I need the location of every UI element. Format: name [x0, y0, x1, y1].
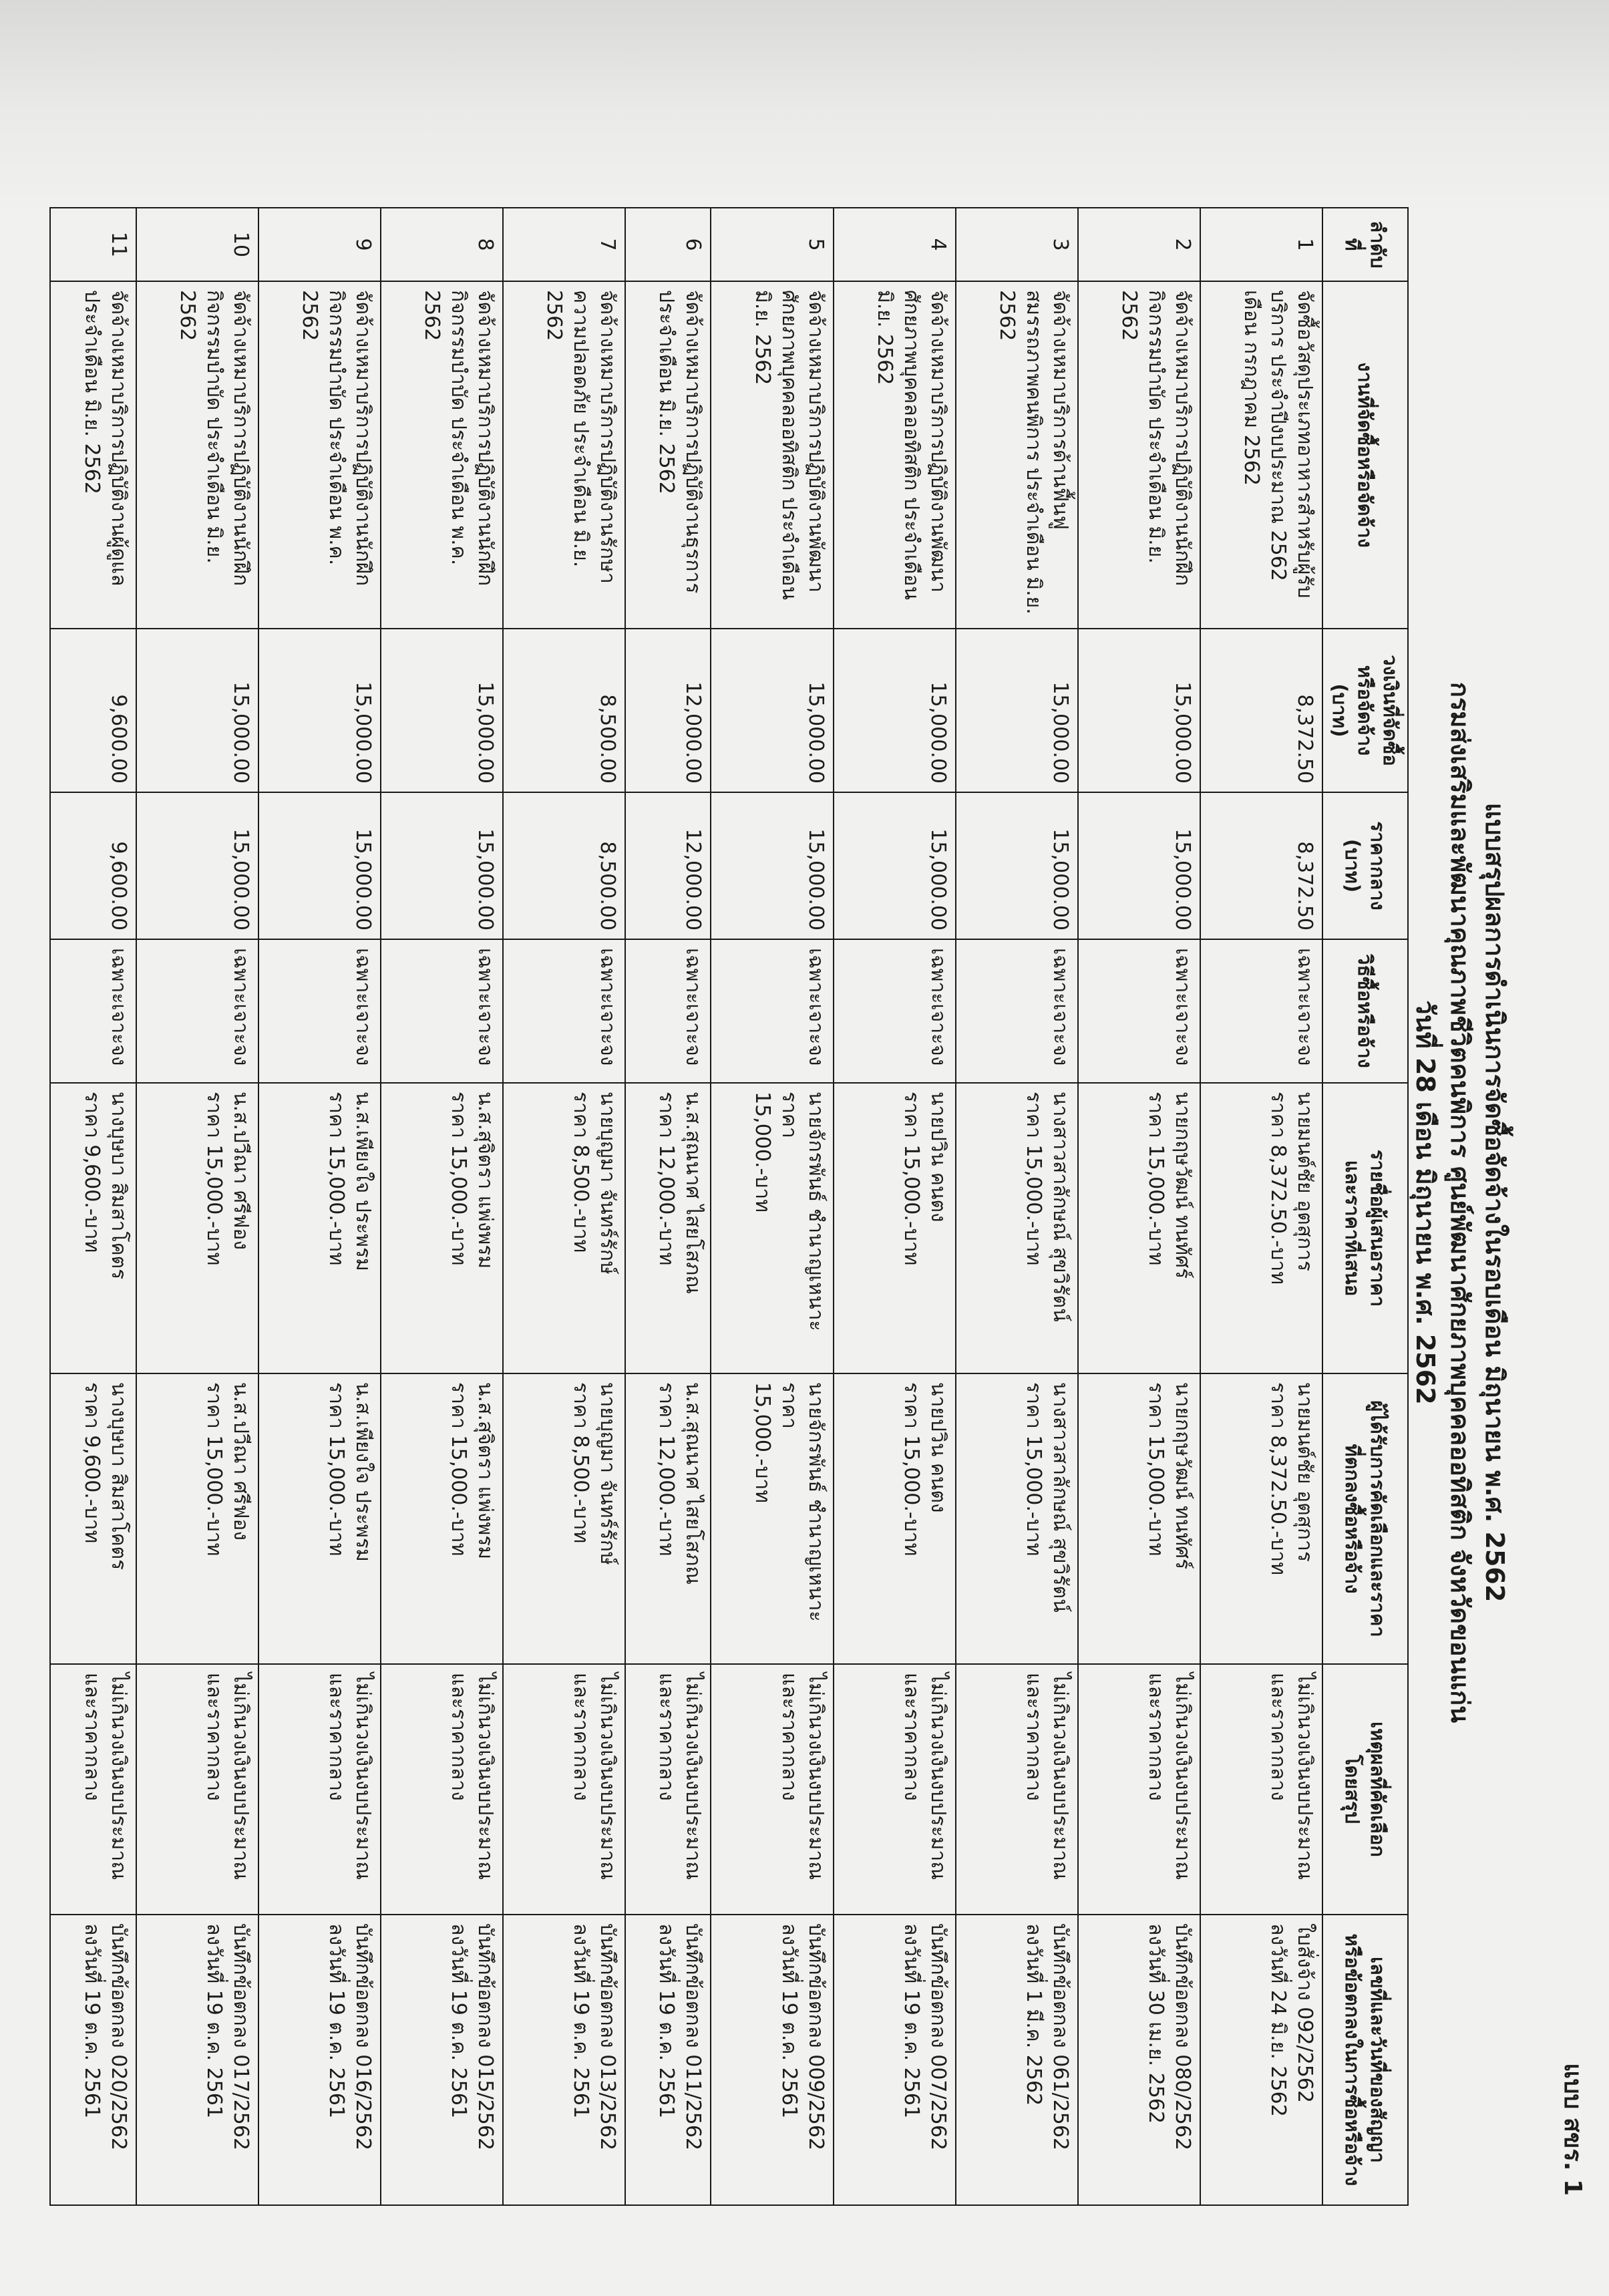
- row-winner: นายบุญมา จันทร์รักษ์ ราคา 8,500.-บาท: [503, 1373, 625, 1664]
- row-method: เฉพาะเจาะจง: [625, 939, 711, 1083]
- row-median-price: 15,000.00: [136, 792, 258, 939]
- row-number: 5: [711, 208, 833, 281]
- row-number: 7: [503, 208, 625, 281]
- row-reason: ไม่เกินวงเงินงบประมาณ และราคากลาง: [1200, 1664, 1322, 1915]
- row-item: จัดจ้างเหมาบริการปฏิบัติงานนักฝึกกิจกรรมบำบัด ประจำเดือน พ.ค. 2562: [381, 281, 503, 629]
- row-winner: น.ส.สุณนาศ ไสยโสภณ ราคา 12,000.-บาท: [625, 1373, 711, 1664]
- row-bidders: นายมนต์ชัย อุตสุการ ราคา 8,372.50.-บาท: [1200, 1083, 1322, 1373]
- row-contract: บันทึกข้อตกลง 015/2562 ลงวันที่ 19 ต.ค. 2561: [381, 1915, 503, 2205]
- row-method: เฉพาะเจาะจง: [381, 939, 503, 1083]
- row-contract: บันทึกข้อตกลง 016/2562 ลงวันที่ 19 ต.ค. 2561: [258, 1915, 381, 2205]
- row-number: 2: [1078, 208, 1200, 281]
- row-budget: 12,000.00: [625, 629, 711, 792]
- row-contract: บันทึกข้อตกลง 080/2562 ลงวันที่ 30 เม.ย. 2562: [1078, 1915, 1200, 2205]
- row-reason: ไม่เกินวงเงินงบประมาณ และราคากลาง: [381, 1664, 503, 1915]
- row-budget: 8,500.00: [503, 629, 625, 792]
- row-item: จัดจ้างเหมาบริการปฏิบัติงานนักฝึกกิจกรรมบำบัด ประจำเดือน มิ.ย. 2562: [1078, 281, 1200, 629]
- row-contract: ใบสั่งจ้าง 092/2562 ลงวันที่ 24 มิ.ย. 2562: [1200, 1915, 1322, 2205]
- row-bidders: นายจักรพันธ์ ชำนาญเหนาะ ราคา 15,000.-บาท: [711, 1083, 833, 1373]
- row-method: เฉพาะเจาะจง: [136, 939, 258, 1083]
- row-method: เฉพาะเจาะจง: [834, 939, 956, 1083]
- row-budget: 15,000.00: [956, 629, 1078, 792]
- row-median-price: 15,000.00: [956, 792, 1078, 939]
- table-row: [834, 208, 956, 2205]
- row-bidders: นายปวิน คนตง ราคา 15,000.-บาท: [834, 1083, 956, 1373]
- row-item: จัดจ้างเหมาบริการด้านฟื้นฟูสมรรถภาพคนพิการ ประจำเดือน มิ.ย. 2562: [956, 281, 1078, 629]
- row-contract: บันทึกข้อตกลง 020/2562 ลงวันที่ 19 ต.ค. 2561: [50, 1915, 136, 2205]
- department-line: กรมส่งเสริมและพัฒนาคุณภาพชีวิตคนพิการ ศูนย์พัฒนาศักยภาพบุคคลออทิสติก จังหวัดขอนแก่น: [1445, 681, 1475, 1724]
- row-item: จัดจ้างเหมาบริการปฏิบัติงานนักฝึกกิจกรรมบำบัด ประจำเดือน มิ.ย. 2562: [136, 281, 258, 629]
- table-row: [1078, 208, 1200, 2205]
- row-reason: ไม่เกินวงเงินงบประมาณ และราคากลาง: [136, 1664, 258, 1915]
- row-number: 10: [136, 208, 258, 281]
- row-winner: นายมนต์ชัย อุตสุการ ราคา 8,372.50.-บาท: [1200, 1373, 1322, 1664]
- row-item: จัดจ้างเหมาบริการปฏิบัติงานธุรการ ประจำเดือน มิ.ย. 2562: [625, 281, 711, 629]
- table-body: [50, 208, 1322, 2205]
- row-median-price: 12,000.00: [625, 792, 711, 939]
- row-winner: นางสาวสาลักษณ์ สุขวิรัตน์ ราคา 15,000.-บาท: [956, 1373, 1078, 1664]
- row-budget: 15,000.00: [136, 629, 258, 792]
- row-contract: บันทึกข้อตกลง 007/2562 ลงวันที่ 19 ต.ค. 2561: [834, 1915, 956, 2205]
- row-item: จัดจ้างเหมาบริการปฏิบัติงานพัฒนาศักยภาพบุคคลออทิสติก ประจำเดือน มิ.ย. 2562: [834, 281, 956, 629]
- row-reason: ไม่เกินวงเงินงบประมาณ และราคากลาง: [834, 1664, 956, 1915]
- row-method: เฉพาะเจาะจง: [503, 939, 625, 1083]
- row-contract: บันทึกข้อตกลง 061/2562 ลงวันที่ 1 มี.ค. 2562: [956, 1915, 1078, 2205]
- row-bidders: นางสาวสาลักษณ์ สุขวิรัตน์ ราคา 15,000.-บาท: [956, 1083, 1078, 1373]
- row-bidders: น.ส.สุจิตรา แพ่งพรม ราคา 15,000.-บาท: [381, 1083, 503, 1373]
- row-reason: ไม่เกินวงเงินงบประมาณ และราคากลาง: [503, 1664, 625, 1915]
- row-reason: ไม่เกินวงเงินงบประมาณ และราคากลาง: [50, 1664, 136, 1915]
- row-winner: น.ส.เพียงใจ ประพรม ราคา 15,000.-บาท: [258, 1373, 381, 1664]
- row-bidders: นางบุษบา สิมสาโคตร ราคา 9,600.-บาท: [50, 1083, 136, 1373]
- row-budget: 8,372.50: [1200, 629, 1322, 792]
- row-reason: ไม่เกินวงเงินงบประมาณ และราคากลาง: [1078, 1664, 1200, 1915]
- table-row: [381, 208, 503, 2205]
- row-reason: ไม่เกินวงเงินงบประมาณ และราคากลาง: [625, 1664, 711, 1915]
- row-winner: นายจักรพันธ์ ชำนาญเหนาะ ราคา 15,000.-บาท: [711, 1373, 833, 1664]
- row-median-price: 9,600.00: [50, 792, 136, 939]
- table-header-row: [1322, 208, 1408, 2205]
- form-code: แบบ สขร. 1: [1559, 2063, 1586, 2196]
- table-row: [50, 208, 136, 2205]
- header-no: ลำดับที่: [1322, 208, 1408, 281]
- row-number: 6: [625, 208, 711, 281]
- row-method: เฉพาะเจาะจง: [258, 939, 381, 1083]
- row-item: จัดซื้อวัสดุประเภทอาหารสำหรับผู้รับบริการ ประจำปีงบประมาณ 2562 เดือน กรกฎาคม 2562: [1200, 281, 1322, 629]
- row-bidders: น.ส.ปวีณา ศรีฟอง ราคา 15,000.-บาท: [136, 1083, 258, 1373]
- header-contract: เลขที่และวันที่ของสัญญา หรือข้อตกลงในการซื้อหรือจ้าง: [1322, 1915, 1408, 2205]
- row-budget: 15,000.00: [834, 629, 956, 792]
- header-budget: วงเงินที่จัดซื้อ หรือจัดจ้าง (บาท): [1322, 629, 1408, 792]
- report-title: แบบสรุปผลการดำเนินการจัดซื้อจัดจ้างในรอบเดือน มิถุนายน พ.ศ. 2562: [1480, 802, 1509, 1603]
- row-number: 1: [1200, 208, 1322, 281]
- row-budget: 9,600.00: [50, 629, 136, 792]
- header-bidders: รายชื่อผู้เสนอราคา และราคาที่เสนอ: [1322, 1083, 1408, 1373]
- row-contract: บันทึกข้อตกลง 013/2562 ลงวันที่ 19 ต.ค. 2561: [503, 1915, 625, 2205]
- row-budget: 15,000.00: [711, 629, 833, 792]
- row-bidders: น.ส.เพียงใจ ประพรม ราคา 15,000.-บาท: [258, 1083, 381, 1373]
- row-number: 3: [956, 208, 1078, 281]
- row-item: จัดจ้างเหมาบริการปฏิบัติงานรักษาความปลอดภัย ประจำเดือน มิ.ย. 2562: [503, 281, 625, 629]
- header-reason: เหตุผลที่คัดเลือก โดยสรุป: [1322, 1664, 1408, 1915]
- row-winner: น.ส.สุจิตรา แพ่งพรม ราคา 15,000.-บาท: [381, 1373, 503, 1664]
- row-method: เฉพาะเจาะจง: [956, 939, 1078, 1083]
- row-number: 8: [381, 208, 503, 281]
- header-method: วิธีซื้อหรือจ้าง: [1322, 939, 1408, 1083]
- row-budget: 15,000.00: [258, 629, 381, 792]
- row-reason: ไม่เกินวงเงินงบประมาณ และราคากลาง: [258, 1664, 381, 1915]
- table-row: [136, 208, 258, 2205]
- table-row: [258, 208, 381, 2205]
- row-winner: นายปวิน คนตง ราคา 15,000.-บาท: [834, 1373, 956, 1664]
- table-row: [711, 208, 833, 2205]
- header-winner: ผู้ได้รับการคัดเลือกและราคา ที่ตกลงซื้อหรือจ้าง: [1322, 1373, 1408, 1664]
- table-row: [1200, 208, 1322, 2205]
- row-item: จัดจ้างเหมาบริการปฏิบัติงานนักฝึกกิจกรรมบำบัด ประจำเดือน พ.ค. 2562: [258, 281, 381, 629]
- row-median-price: 15,000.00: [834, 792, 956, 939]
- row-method: เฉพาะเจาะจง: [1078, 939, 1200, 1083]
- header-median-price: ราคากลาง (บาท): [1322, 792, 1408, 939]
- procurement-table: [49, 207, 1409, 2206]
- header-item: งานที่จัดซื้อหรือจัดจ้าง: [1322, 281, 1408, 629]
- row-reason: ไม่เกินวงเงินงบประมาณ และราคากลาง: [711, 1664, 833, 1915]
- row-method: เฉพาะเจาะจง: [50, 939, 136, 1083]
- row-winner: นางบุษบา สิมสาโคตร ราคา 9,600.-บาท: [50, 1373, 136, 1664]
- row-contract: บันทึกข้อตกลง 009/2562 ลงวันที่ 19 ต.ค. 2561: [711, 1915, 833, 2205]
- row-number: 4: [834, 208, 956, 281]
- row-median-price: 15,000.00: [381, 792, 503, 939]
- row-median-price: 8,372.50: [1200, 792, 1322, 939]
- table-row: [956, 208, 1078, 2205]
- row-bidders: นายกฤษวัฒน์ ทนทัศร์ ราคา 15,000.-บาท: [1078, 1083, 1200, 1373]
- row-median-price: 8,500.00: [503, 792, 625, 939]
- row-reason: ไม่เกินวงเงินงบประมาณ และราคากลาง: [956, 1664, 1078, 1915]
- row-median-price: 15,000.00: [258, 792, 381, 939]
- row-contract: บันทึกข้อตกลง 017/2562 ลงวันที่ 19 ต.ค. 2561: [136, 1915, 258, 2205]
- table-row: [625, 208, 711, 2205]
- row-median-price: 15,000.00: [1078, 792, 1200, 939]
- row-bidders: น.ส.สุณนาศ ไสยโสภณ ราคา 12,000.-บาท: [625, 1083, 711, 1373]
- row-number: 9: [258, 208, 381, 281]
- row-bidders: นายบุญมา จันทร์รักษ์ ราคา 8,500.-บาท: [503, 1083, 625, 1373]
- row-method: เฉพาะเจาะจง: [1200, 939, 1322, 1083]
- table-row: [503, 208, 625, 2205]
- row-contract: บันทึกข้อตกลง 011/2562 ลงวันที่ 19 ต.ค. 2561: [625, 1915, 711, 2205]
- row-item: จัดจ้างเหมาบริการปฏิบัติงานพัฒนาศักยภาพบุคคลออทิสติก ประจำเดือน มิ.ย. 2562: [711, 281, 833, 629]
- row-median-price: 15,000.00: [711, 792, 833, 939]
- row-winner: น.ส.ปวีณา ศรีฟอง ราคา 15,000.-บาท: [136, 1373, 258, 1664]
- row-method: เฉพาะเจาะจง: [711, 939, 833, 1083]
- row-budget: 15,000.00: [1078, 629, 1200, 792]
- row-number: 11: [50, 208, 136, 281]
- row-budget: 15,000.00: [381, 629, 503, 792]
- row-winner: นายกฤษวัฒน์ ทนทัศร์ ราคา 15,000.-บาท: [1078, 1373, 1200, 1664]
- report-date: วันที่ 28 เดือน มิถุนายน พ.ศ. 2562: [1411, 1000, 1440, 1405]
- row-item: จัดจ้างเหมาบริการปฏิบัติงานผู้ดูแล ประจำเดือน มิ.ย. 2562: [50, 281, 136, 629]
